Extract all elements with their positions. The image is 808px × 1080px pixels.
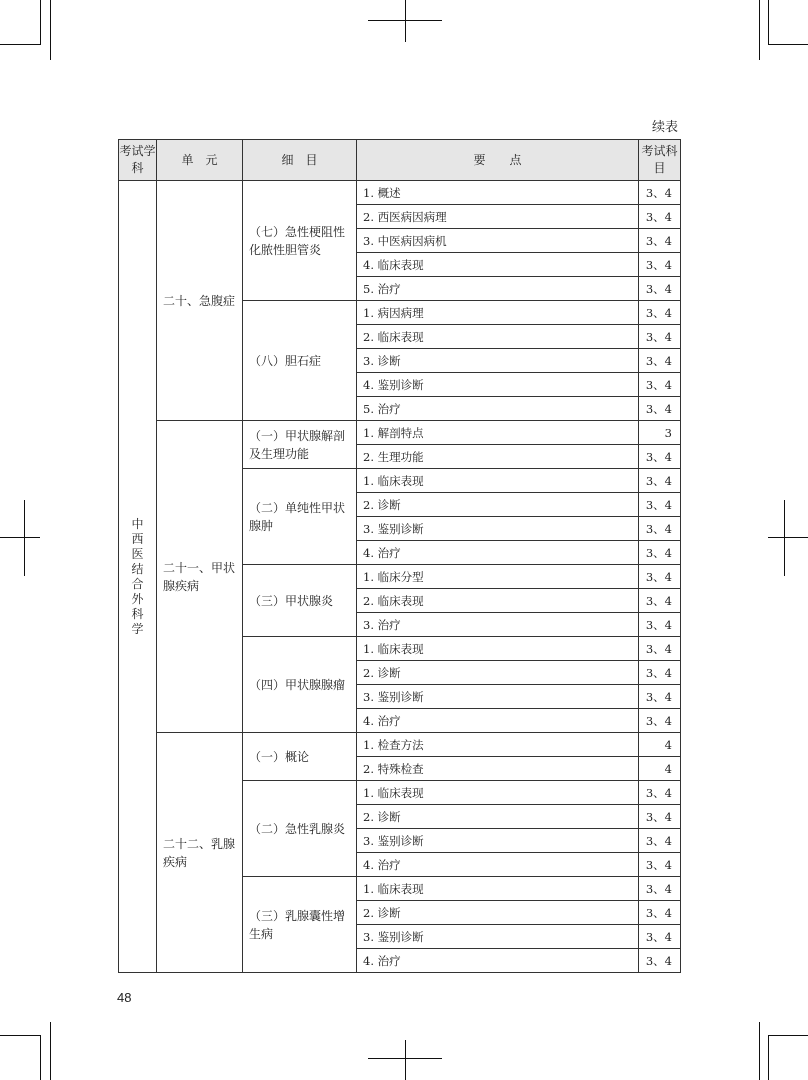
unit-cell: 二十二、乳腺疾病 (157, 733, 243, 973)
point-cell: 2. 诊断 (357, 805, 639, 829)
point-cell: 5. 治疗 (357, 277, 639, 301)
detail-cell: （三）甲状腺炎 (243, 565, 357, 637)
detail-cell: （八）胆石症 (243, 301, 357, 421)
point-cell: 2. 临床表现 (357, 325, 639, 349)
code-cell: 3、4 (639, 901, 681, 925)
point-cell: 3. 鉴别诊断 (357, 685, 639, 709)
code-cell: 3、4 (639, 685, 681, 709)
detail-cell: （二）单纯性甲状腺肿 (243, 469, 357, 565)
code-cell: 3、4 (639, 829, 681, 853)
unit-cell: 二十、急腹症 (157, 181, 243, 421)
point-cell: 1. 临床分型 (357, 565, 639, 589)
point-cell: 2. 生理功能 (357, 445, 639, 469)
code-cell: 3、4 (639, 373, 681, 397)
code-cell: 3、4 (639, 949, 681, 973)
code-cell: 3、4 (639, 565, 681, 589)
point-cell: 4. 治疗 (357, 949, 639, 973)
point-cell: 1. 临床表现 (357, 469, 639, 493)
table-row (119, 733, 681, 757)
point-cell: 2. 特殊检查 (357, 757, 639, 781)
code-cell: 3、4 (639, 925, 681, 949)
code-cell: 3、4 (639, 445, 681, 469)
code-cell: 4 (639, 733, 681, 757)
point-cell: 4. 治疗 (357, 853, 639, 877)
point-cell: 4. 治疗 (357, 541, 639, 565)
code-cell: 3、4 (639, 205, 681, 229)
code-cell: 3、4 (639, 853, 681, 877)
code-cell: 3、4 (639, 469, 681, 493)
point-cell: 1. 病因病理 (357, 301, 639, 325)
point-cell: 5. 治疗 (357, 397, 639, 421)
code-cell: 3、4 (639, 877, 681, 901)
code-cell: 3、4 (639, 301, 681, 325)
subject-label: 中西医结合外科学 (131, 516, 144, 636)
detail-cell: （一）甲状腺解剖及生理功能 (243, 421, 357, 469)
syllabus-table (118, 139, 681, 973)
point-cell: 1. 临床表现 (357, 637, 639, 661)
point-cell: 1. 临床表现 (357, 877, 639, 901)
continuation-label: 续表 (651, 120, 678, 135)
point-cell: 3. 中医病因病机 (357, 229, 639, 253)
code-cell: 3、4 (639, 277, 681, 301)
point-cell: 3. 诊断 (357, 349, 639, 373)
detail-cell: （一）概论 (243, 733, 357, 781)
point-cell: 3. 治疗 (357, 613, 639, 637)
point-cell: 4. 临床表现 (357, 253, 639, 277)
code-cell: 3、4 (639, 661, 681, 685)
point-cell: 1. 概述 (357, 181, 639, 205)
subject-cell (119, 181, 157, 973)
code-cell: 3、4 (639, 349, 681, 373)
code-cell: 4 (639, 757, 681, 781)
point-cell: 3. 鉴别诊断 (357, 829, 639, 853)
point-cell: 2. 西医病因病理 (357, 205, 639, 229)
header-unit: 单 元 (157, 140, 243, 181)
point-cell: 1. 解剖特点 (357, 421, 639, 445)
code-cell: 3、4 (639, 397, 681, 421)
detail-cell: （二）急性乳腺炎 (243, 781, 357, 877)
code-cell: 3、4 (639, 325, 681, 349)
detail-cell: （七）急性梗阻性化脓性胆管炎 (243, 181, 357, 301)
code-cell: 3、4 (639, 181, 681, 205)
code-cell: 3、4 (639, 493, 681, 517)
point-cell: 4. 鉴别诊断 (357, 373, 639, 397)
header-subject: 考试学科 (119, 140, 157, 181)
header-points: 要 点 (357, 140, 639, 181)
page-number: 48 (117, 990, 132, 1005)
detail-cell: （三）乳腺囊性增生病 (243, 877, 357, 973)
code-cell: 3、4 (639, 637, 681, 661)
code-cell: 3、4 (639, 805, 681, 829)
code-cell: 3 (639, 421, 681, 445)
code-cell: 3、4 (639, 229, 681, 253)
header-code: 考试科目 (639, 140, 681, 181)
code-cell: 3、4 (639, 541, 681, 565)
point-cell: 2. 诊断 (357, 493, 639, 517)
header-detail: 细 目 (243, 140, 357, 181)
point-cell: 2. 诊断 (357, 901, 639, 925)
point-cell: 2. 临床表现 (357, 589, 639, 613)
code-cell: 3、4 (639, 613, 681, 637)
point-cell: 3. 鉴别诊断 (357, 517, 639, 541)
header-row (119, 140, 681, 181)
table-row (119, 181, 681, 205)
code-cell: 3、4 (639, 709, 681, 733)
code-cell: 3、4 (639, 781, 681, 805)
unit-cell: 二十一、甲状腺疾病 (157, 421, 243, 733)
point-cell: 3. 鉴别诊断 (357, 925, 639, 949)
point-cell: 4. 治疗 (357, 709, 639, 733)
point-cell: 1. 临床表现 (357, 781, 639, 805)
point-cell: 1. 检查方法 (357, 733, 639, 757)
detail-cell: （四）甲状腺腺瘤 (243, 637, 357, 733)
point-cell: 2. 诊断 (357, 661, 639, 685)
code-cell: 3、4 (639, 253, 681, 277)
code-cell: 3、4 (639, 589, 681, 613)
table-row (119, 421, 681, 445)
syllabus-body (119, 181, 681, 973)
code-cell: 3、4 (639, 517, 681, 541)
